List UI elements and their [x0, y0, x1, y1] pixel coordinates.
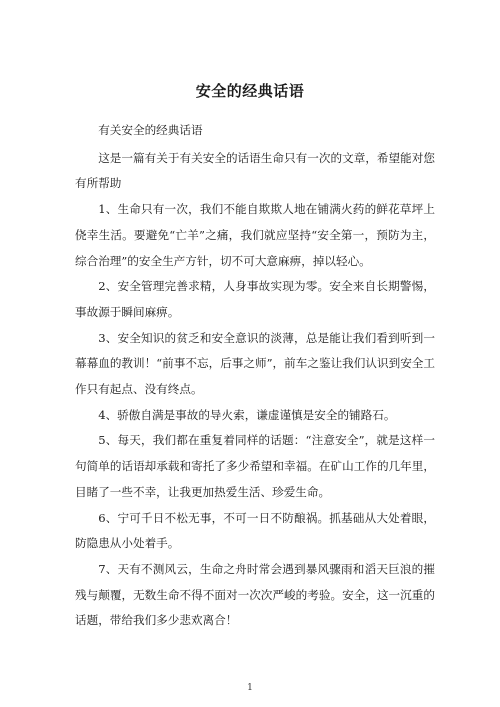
quote-paragraph-5: 5、每天，我们都在重复着同样的话题：“注意安全”，就是这样一句简单的话语却承载和寄托了多少希望和幸福。在矿山工作的几年里，目睹了一些不幸，让我更加热爱生活、珍爱生命。	[75, 433, 435, 499]
document-body	[75, 118, 435, 634]
quote-paragraph-2: 2、安全管理完善求精，人身事故实现为零。安全来自长期警惕，事故源于瞬间麻痹。	[75, 279, 435, 319]
quote-paragraph-6: 6、宁可千日不松无事，不可一日不防酿祸。抓基础从大处着眼，防隐患从小处着手。	[75, 510, 435, 551]
document-title: 安全的经典话语	[195, 82, 305, 100]
intro-paragraph: 这是一篇有关于有关安全的话语生命只有一次的文章，希望能对您有所帮助	[75, 150, 435, 191]
quote-paragraph-4: 4、骄傲自满是事故的导火索，谦虚谨慎是安全的铺路石。	[98, 407, 396, 422]
quote-paragraph-7: 7、天有不测风云，生命之舟时常会遇到暴风骤雨和滔天巨浪的摧残与颠覆，无数生命不得不面对一次次严峻的考验。安全，这一沉重的话题，带给我们多少悲欢离合！	[75, 561, 435, 628]
page-number: 1	[247, 683, 253, 693]
subtitle-paragraph: 有关安全的经典话语	[98, 123, 203, 137]
quote-paragraph-3: 3、安全知识的贫乏和安全意识的淡薄，总是能让我们看到听到一幕幕血的教训！“前事不忘，后事之师”，前车之鉴让我们认识到安全工作只有起点、没有终点。	[75, 330, 435, 397]
quote-paragraph-1: 1、生命只有一次，我们不能自欺欺人地在铺满火药的鲜花草坪上侥幸生活。要避免“亡羊”之痛，我们就应坚持“安全第一，预防为主，综合治理”的安全生产方针，切不可大意麻痹，掉以轻心。	[75, 202, 435, 268]
